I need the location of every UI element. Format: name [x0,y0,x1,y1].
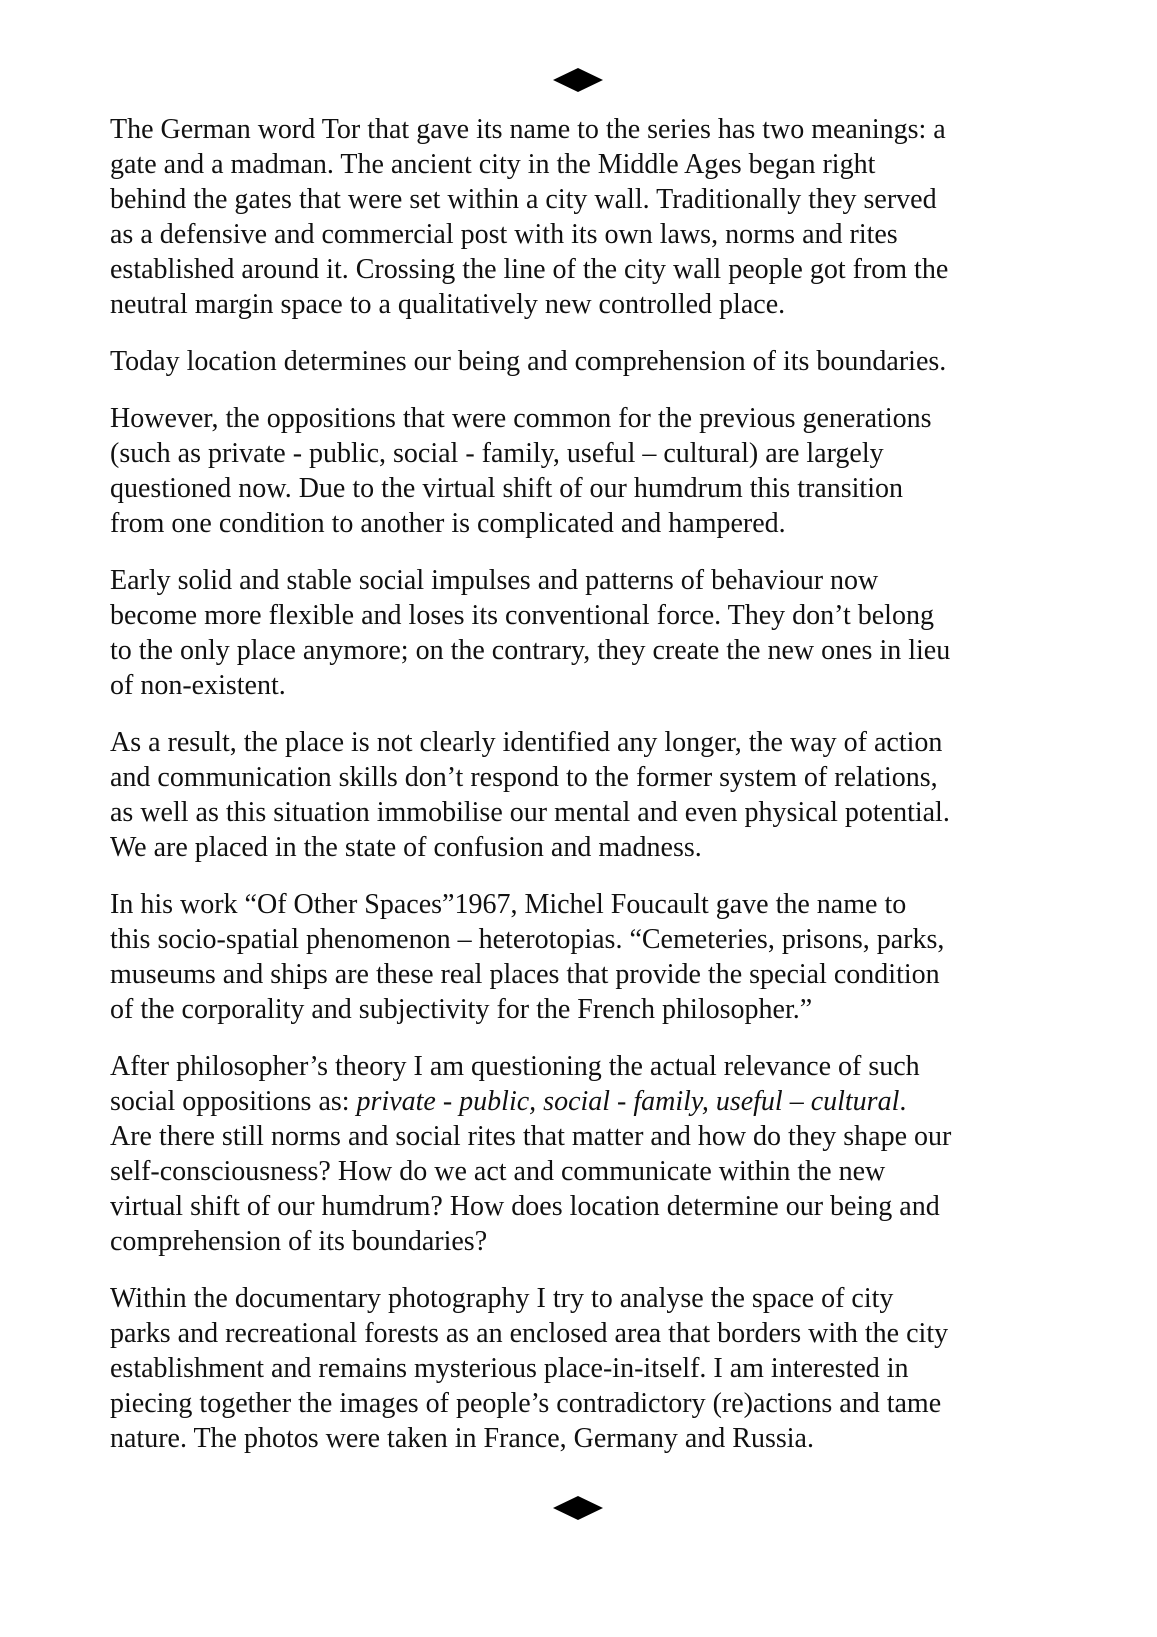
text-line: virtual shift of our humdrum? How does location determine our being and [110,1191,940,1222]
body-text [110,112,1060,1456]
text-line: to the only place anymore; on the contrary, they create the new ones in lieu [110,635,951,666]
text-line: of non-existent. [110,670,286,701]
text-line: questioned now. Due to the virtual shift of our humdrum this transition [110,473,903,504]
text-line: museums and ships are these real places that provide the special condition [110,959,940,990]
text-line: as well as this situation immobilise our mental and even physical potential. [110,797,950,828]
text-line: We are placed in the state of confusion and madness. [110,832,702,863]
text-line: behind the gates that were set within a city wall. Traditionally they served [110,184,937,215]
text-line: (such as private - public, social - family, useful – cultural) are largely [110,438,884,469]
text-segment: . [899,1086,907,1117]
paragraph-4 [110,563,1060,703]
paragraph-5 [110,725,1060,865]
text-line: as a defensive and commercial post with its own laws, norms and rites [110,219,898,250]
paragraph-8 [110,1281,1060,1456]
text-line: from one condition to another is complicated and hampered. [110,508,786,539]
text-line: Today location determines our being and comprehension of its boundaries. [110,346,947,377]
paragraph-2 [110,344,1060,379]
text-line: However, the oppositions that were common for the previous generations [110,403,932,434]
text-line: and communication skills don’t respond to the former system of relations, [110,762,938,793]
text-line: parks and recreational forests as an enclosed area that borders with the city [110,1318,949,1349]
text-line: Early solid and stable social impulses and patterns of behaviour now [110,565,879,596]
text-line: nature. The photos were taken in France, Germany and Russia. [110,1423,814,1454]
text-line: Within the documentary photography I try to analyse the space of city [110,1283,894,1314]
text-line: comprehension of its boundaries? [110,1226,488,1257]
text-segment: social oppositions as: [110,1086,357,1117]
text-line: establishment and remains mysterious place-in-itself. I am interested in [110,1353,909,1384]
diamond-ornament-icon [553,68,603,92]
text-line: this socio-spatial phenomenon – heterotopias. “Cemeteries, prisons, parks, [110,924,945,955]
text-line: The German word Tor that gave its name to the series has two meanings: a [110,114,946,145]
paragraph-1 [110,112,1060,322]
text-line: In his work “Of Other Spaces”1967, Michel Foucault gave the name to [110,889,907,920]
paragraph-7 [110,1049,1060,1259]
text-line: piecing together the images of people’s contradictory (re)actions and tame [110,1388,942,1419]
paragraph-6 [110,887,1060,1027]
diamond-ornament-icon [553,1496,603,1520]
text-line: neutral margin space to a qualitatively new controlled place. [110,289,786,320]
text-line: established around it. Crossing the line of the city wall people got from the [110,254,949,285]
text-line: gate and a madman. The ancient city in the Middle Ages began right [110,149,876,180]
paragraph-3 [110,401,1060,541]
italic-oppositions: private - public, social - family, useful – cultural [356,1086,900,1117]
text-line: become more flexible and loses its conventional force. They don’t belong [110,600,934,631]
text-line: As a result, the place is not clearly identified any longer, the way of action [110,727,943,758]
text-line: Are there still norms and social rites that matter and how do they shape our [110,1121,952,1152]
text-line [110,1084,1060,1119]
text-line: self-consciousness? How do we act and communicate within the new [110,1156,886,1187]
text-line: of the corporality and subjectivity for the French philosopher.” [110,994,813,1025]
text-line: After philosopher’s theory I am questioning the actual relevance of such [110,1051,920,1082]
